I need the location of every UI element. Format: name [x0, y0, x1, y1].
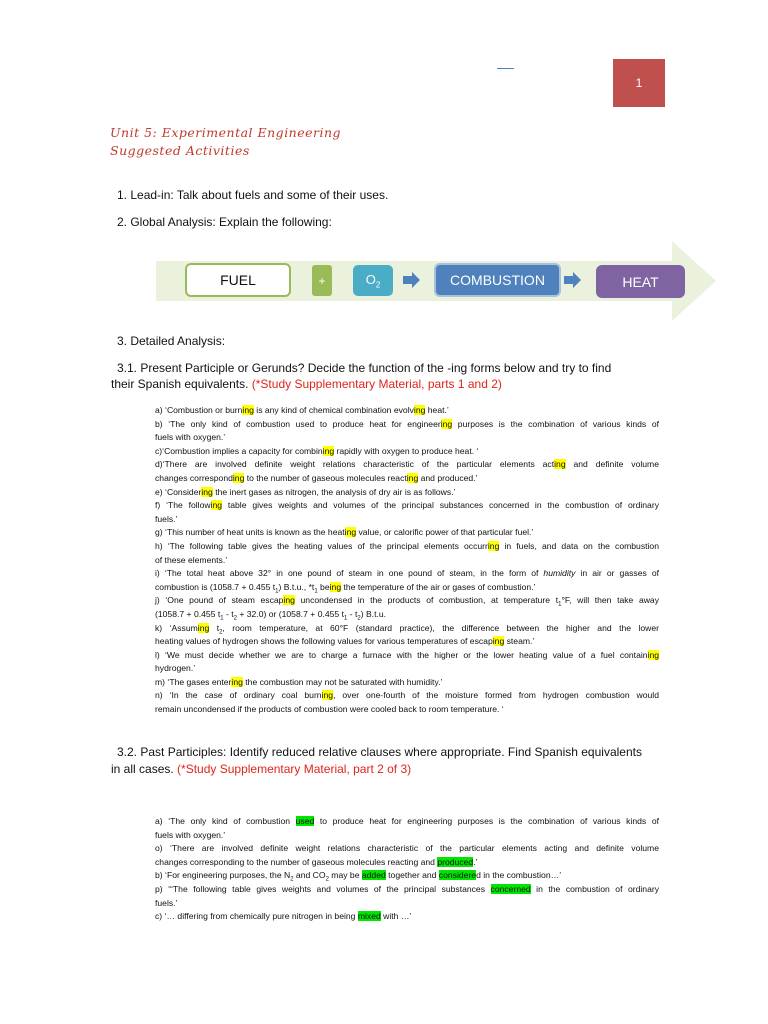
highlight-ing: ing [344, 527, 357, 538]
unit-title-line1: Unit 5: Experimental Engineering [110, 125, 342, 140]
highlight-ing: ing [492, 636, 505, 647]
example-line: l) ‘We must decide whether we are to charge a furnace with the higher or the lower heating value of a fuel containing [155, 649, 659, 660]
highlight-ing: ing [440, 418, 453, 429]
supplementary-note: (*Study Supplementary Material, part 2 of 3) [177, 762, 412, 776]
plus-label: + [318, 273, 326, 288]
example-line: o) ‘There are involved definite weight relations characteristic of the particular elements acting and definite volume [155, 843, 659, 854]
highlight-ing: ing [283, 595, 295, 606]
example-line: f) ‘The following table gives weights and volumes of the principal substances concerned in the combustion of ordinary [155, 500, 659, 511]
global-analysis-item: 2. Global Analysis: Explain the following: [117, 215, 332, 229]
fuel-box [185, 263, 291, 297]
example-line: hydrogen.’ [155, 663, 196, 674]
example-line: c)‘Combustion implies a capacity for combining rapidly with oxygen to produce heat. ‘ [155, 445, 479, 456]
heat-label: HEAT [622, 273, 659, 290]
example-line: g) ‘This number of heat units is known as the heating value, or calorific power of that particular fuel.’ [155, 527, 534, 538]
fuel-label: FUEL [220, 272, 256, 288]
example-line: fuels.’ [155, 897, 178, 908]
highlight-ing: ing [413, 405, 426, 415]
example-line: changes corresponding to the number of gaseous molecules reacting and produced.’ [155, 856, 478, 867]
highlight-ing: ing [210, 500, 223, 511]
detailed-analysis-item: 3. Detailed Analysis: [117, 334, 226, 348]
highlight-ing: ing [201, 486, 213, 497]
highlight-ing: ing [487, 540, 500, 551]
highlight-ing: ing [647, 649, 659, 660]
page-number-badge [613, 59, 665, 107]
example-line: fuels with oxygen.’ [155, 432, 226, 443]
highlight-participle: considere [438, 870, 477, 881]
supplementary-note: (*Study Supplementary Material, parts 1 and 2) [251, 377, 502, 391]
example-line: i) ‘The total heat above 32° in one pound of steam in one pound of steam, in the form of humidity in air or gasses of [155, 568, 659, 579]
highlight-ing: ing [329, 581, 342, 592]
unit-title-line2: Suggested Activities [110, 143, 250, 158]
example-line: j) ‘One pound of steam escaping uncondensed in the products of combustion, at temperature $t_1^\circ F$, will then take away [155, 595, 660, 609]
highlight-participle: produced [437, 856, 474, 867]
example-line: p) ‘“The following table gives weights and volumes of the principal substances concerned in the combustion of ordinary [155, 883, 660, 894]
highlight-participle: mixed [357, 911, 381, 922]
section-31-heading-line1: 3.1. Present Participle or Gerunds? Decide the function of the -ing forms below and try to find [117, 361, 612, 375]
example-line: heating values of hydrogen shows the following values for various temperatures of escaping steam.’ [155, 636, 535, 647]
highlight-ing: ing [197, 622, 210, 633]
highlight-participle: used [295, 816, 315, 826]
highlight-participle: added [361, 870, 386, 881]
lead-in-item: 1. Lead-in: Talk about fuels and some of their uses. [117, 188, 389, 202]
example-line: c) ‘… differing from chemically pure nitrogen in being mixed with …’ [155, 911, 412, 922]
header-rule [497, 68, 514, 69]
section-31-heading-line2: their Spanish equivalents. (*Study Supplementary Material, parts 1 and 2) [111, 377, 502, 391]
example-line: b) ‘For engineering purposes, the $N_2$ and $CO_2$ may be added together and considered in the combustion…’ [155, 870, 562, 884]
example-line: d)‘There are involved definite weight relations characteristic of the particular elements acting and definite volume [155, 459, 659, 470]
example-line: (1058.7 + 0.455 $t_1 - t_2 + 32.0$) or (1058.7 + 0.455 $t_1 - t_2$) B.t.u. [155, 608, 387, 622]
heat-box [596, 265, 685, 298]
combustion-label: COMBUSTION [450, 272, 545, 288]
example-line: changes corresponding to the number of gaseous molecules reacting and produced.’ [155, 472, 478, 483]
highlight-participle: concerned [490, 883, 531, 894]
highlight-ing: ing [231, 676, 243, 687]
oxygen-box [353, 265, 393, 296]
example-line: fuels.’ [155, 513, 178, 524]
highlight-ing: ing [321, 690, 334, 701]
section-32-heading-line2: in all cases. (*Study Supplementary Material, part 2 of 3) [111, 762, 412, 776]
highlight-ing: ing [232, 472, 245, 483]
example-line: e) ‘Considering the inert gases as nitrogen, the analysis of dry air is as follows.’ [155, 486, 456, 497]
ing-examples-list [155, 404, 659, 717]
section-32-heading-line1: 3.2. Past Participles: Identify reduced relative clauses where appropriate. Find Spanish equivalents [117, 745, 642, 759]
example-line: n) ‘In the case of ordinary coal burning, over one-fourth of the moisture formed from hydrogen combustion would [155, 690, 659, 701]
example-line: m) ‘The gases entering the combustion may not be saturated with humidity.’ [155, 676, 443, 687]
unit-title [110, 124, 341, 160]
page-number: 1 [635, 76, 643, 90]
example-line: b) ‘The only kind of combustion used to produce heat for engineering purposes is the combination of various kinds of [155, 418, 659, 429]
highlight-ing: ing [322, 445, 335, 456]
combustion-flow-diagram [156, 241, 716, 321]
combustion-box [434, 263, 561, 297]
highlight-ing: ing [406, 472, 419, 483]
plus-box [312, 265, 332, 296]
past-participle-examples-list [155, 815, 659, 924]
example-line: h) ‘The following table gives the heating values of the principal elements occurring in fuels, and data on the combustion [155, 540, 659, 551]
example-line: k) ‘Assuming $t_2$, room temperature, at 60°F (standard practice), the difference between the higher and the lower [155, 622, 659, 636]
oxygen-label: $O_2$ [365, 271, 381, 290]
example-line: combustion is (1058.7 + 0.455 $t_1$) B.t.u., $*t_1$ being the temperature of the air or gases of combustion.’ [155, 581, 536, 595]
highlight-ing: ing [242, 405, 254, 415]
example-line: a) ‘The only kind of combustion used to produce heat for engineering purposes is the combination of various kinds of [155, 816, 659, 826]
highlight-ing: ing [554, 459, 566, 470]
example-line: a) ‘Combustion or burning is any kind of chemical combination evolving heat.’ [155, 405, 449, 415]
example-line: fuels with oxygen.’ [155, 829, 226, 840]
example-line: of these elements.’ [155, 554, 228, 565]
example-line: remain uncondensed if the products of combustion were cooled back to room temperature. ‘ [155, 704, 504, 715]
